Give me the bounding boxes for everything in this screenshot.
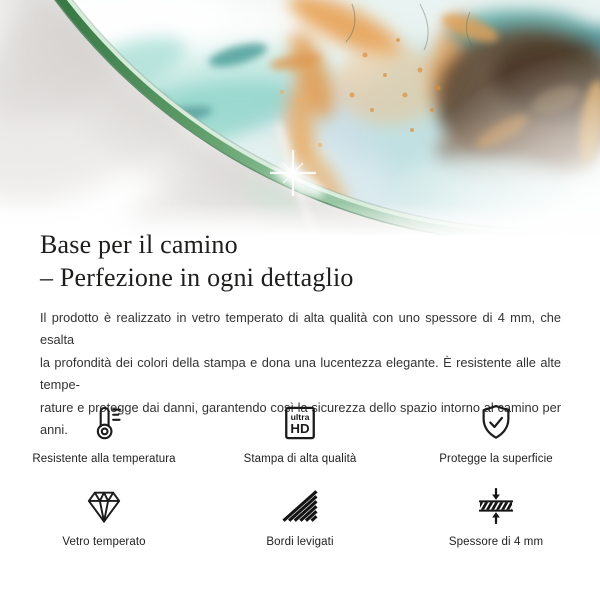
diamond-icon: [82, 484, 126, 528]
svg-text:HD: HD: [290, 421, 310, 437]
title-line-2: – Perfezione in ogni dettaglio: [40, 263, 354, 292]
feature-tempered-glass: [6, 484, 202, 548]
feature-label: Resistente alla temperatura: [32, 453, 176, 465]
feature-label: Vetro temperato: [62, 536, 146, 548]
shield-check-icon: [474, 401, 518, 445]
description-line: rature e protegge dai danni, garantendo così la sicurezza dello spazio intorno al camino per anni.: [40, 399, 561, 438]
feature-grid: [6, 401, 594, 548]
feature-temperature-resistant: [6, 401, 202, 465]
polished-edge-icon: [278, 484, 322, 528]
feature-polished-edges: [202, 484, 398, 548]
feature-surface-protection: [398, 401, 594, 465]
description-line: la profondità dei colori della stampa e dona una lucentezza elegante. È resistente alle alte tempe-: [40, 354, 561, 393]
feature-label: Spessore di 4 mm: [448, 536, 544, 548]
product-hero-image: [0, 0, 600, 236]
description-line: Il prodotto è realizzato in vetro temperato di alta qualità con uno spessore di 4 mm, che esalta: [40, 310, 561, 348]
page-title: [40, 228, 354, 294]
svg-text:ultra: ultra: [290, 411, 310, 422]
thermometer-icon: [82, 401, 126, 445]
feature-label: Stampa di alta qualità: [243, 453, 357, 465]
feature-label: Bordi levigati: [266, 536, 334, 548]
thickness-4mm-icon: [474, 484, 518, 528]
glass-base-illustration: [0, 0, 600, 236]
feature-label: Protegge la superficie: [439, 453, 553, 465]
feature-print-quality: [202, 401, 398, 465]
ultra-hd-icon: [278, 401, 322, 445]
title-line-1: Base per il camino: [40, 230, 238, 259]
feature-thickness: [398, 484, 594, 548]
